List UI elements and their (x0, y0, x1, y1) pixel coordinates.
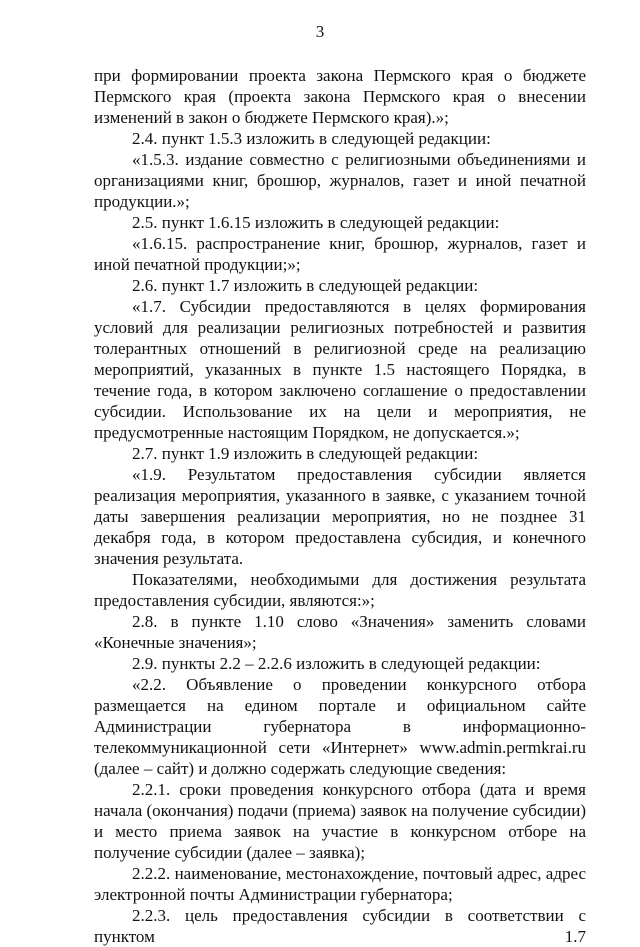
paragraph: «1.6.15. распространение книг, брошюр, журналов, газет и иной печатной продукции;»; (94, 234, 586, 274)
paragraph: 2.2.3. цель предоставления субсидии в соответствии с пунктом 1.7 (94, 906, 586, 946)
paragraph: «1.9. Результатом предоставления субсидии является реализация мероприятия, указанного в заявке, с указанием точной даты завершения реализации мероприятия, но не позднее 31 декабря года, в котором предоставлена субсидия, и конечного значения результата. (94, 465, 586, 568)
paragraph: 2.5. пункт 1.6.15 изложить в следующей редакции: (132, 213, 500, 232)
paragraph: при формировании проекта закона Пермского края о бюджете Пермского края (проекта закона Пермского края о внесении изменений в закон о бюджете Пермского края).»; (94, 66, 586, 127)
paragraph: 2.6. пункт 1.7 изложить в следующей редакции: (132, 276, 479, 295)
page-number: 3 (315, 22, 325, 41)
paragraph: 2.7. пункт 1.9 изложить в следующей редакции: (132, 444, 479, 463)
paragraph: 2.8. в пункте 1.10 слово «Значения» заменить словами «Конечные значения»; (94, 612, 586, 652)
paragraph: «1.5.3. издание совместно с религиозными объединениями и организациями книг, брошюр, журналов, газет и иной печатной продукции.»; (94, 150, 586, 211)
paragraph: 2.2.2. наименование, местонахождение, почтовый адрес, адрес электронной почты Администрации губернатора; (94, 864, 586, 904)
paragraph: «1.7. Субсидии предоставляются в целях формирования условий для реализации религиозных потребностей и развития толерантных отношений в религиозной среде на реализацию мероприятий, указанных в пункте 1.5 настоящего Порядка, в течение года, в котором заключено соглашение о предоставлении субсидии. Использование их на цели и мероприятия, не предусмотренные настоящим Порядком, не допускается.»; (94, 297, 586, 442)
paragraph: 2.2.1. сроки проведения конкурсного отбора (дата и время начала (окончания) подачи (приема) заявок на получение субсидии) и место приема заявок на участие в конкурсном отборе на получение субсидии (далее – заявка); (94, 780, 586, 862)
paragraph: 2.9. пункты 2.2 – 2.2.6 изложить в следующей редакции: (132, 654, 541, 673)
paragraph: «2.2. Объявление о проведении конкурсного отбора размещается на едином портале и официальном сайте Администрации губернатора в информационно-телекоммуникационной сети «Интернет» www.admin.permkrai.ru (далее – сайт) и должно содержать следующие сведения: (94, 675, 586, 778)
document-body (94, 65, 586, 947)
paragraph: 2.4. пункт 1.5.3 изложить в следующей редакции: (132, 129, 491, 148)
paragraph: Показателями, необходимыми для достижения результата предоставления субсидии, являются:»; (94, 570, 586, 610)
